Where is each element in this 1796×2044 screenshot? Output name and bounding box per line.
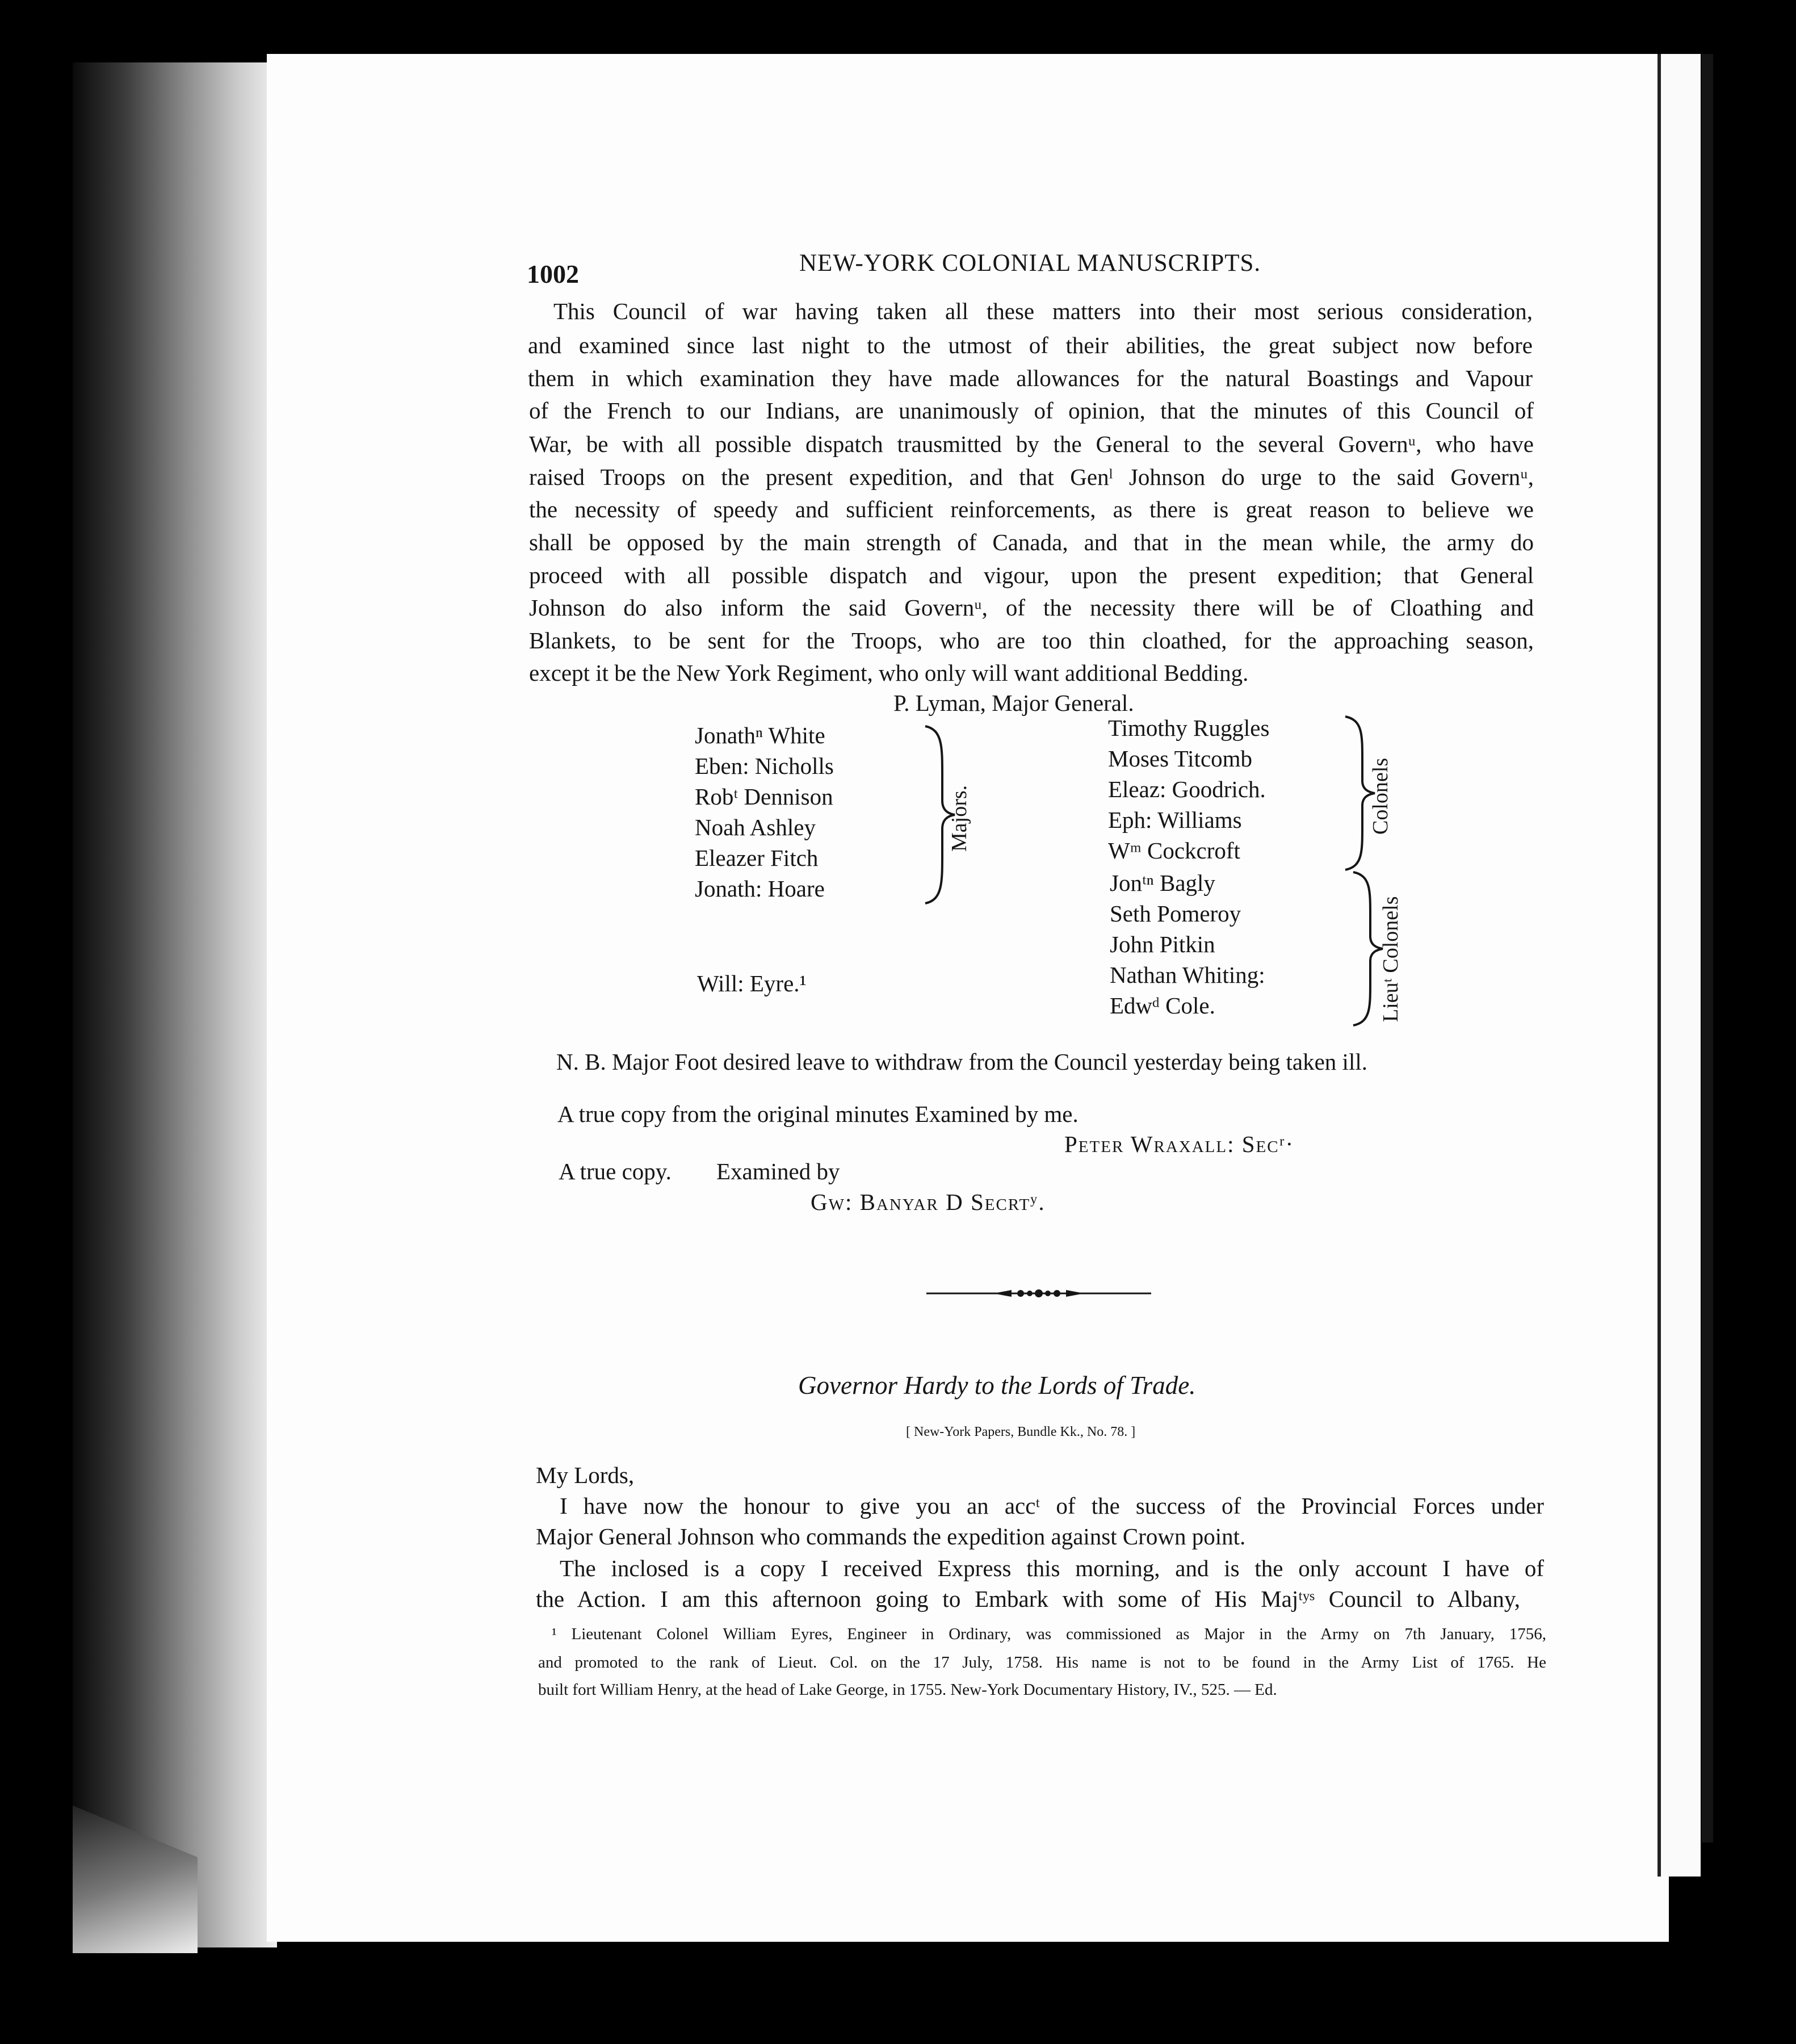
true-copy-line: A true copy from the original minutes Examined by me. bbox=[557, 1101, 1079, 1127]
paragraph-line: This Council of war having taken all these matters into their most serious consideration, bbox=[553, 298, 1533, 324]
paragraph-line: Johnson do also inform the said Governᵘ, of the necessity there will be of Cloathing and bbox=[529, 594, 1534, 621]
major-name: Noah Ashley bbox=[695, 814, 816, 840]
deputy-secretary-signature: Gw: Banyar D Secrtʸ. bbox=[811, 1189, 1046, 1215]
paragraph-line: and examined since last night to the utmost of their abilities, the great subject now before bbox=[528, 332, 1533, 358]
engineer-signature: Will: Eyre.¹ bbox=[697, 970, 807, 996]
letter-line: I have now the honour to give you an accᵗ of the success of the Provincial Forces under bbox=[560, 1493, 1544, 1519]
letter-salutation: My Lords, bbox=[536, 1462, 635, 1488]
major-name: Eben: Nicholls bbox=[695, 753, 834, 779]
colonel-name: Timothy Ruggles bbox=[1108, 715, 1270, 741]
lieut-colonel-name: Seth Pomeroy bbox=[1110, 900, 1241, 927]
major-name: Robᵗ Dennison bbox=[695, 784, 833, 810]
next-page-edge bbox=[1657, 54, 1701, 1877]
paragraph-line: shall be opposed by the main strength of Canada, and that in the mean while, the army do bbox=[529, 529, 1534, 555]
colonel-name: Moses Titcomb bbox=[1108, 745, 1253, 772]
colonels-label: Colonels bbox=[1369, 757, 1392, 835]
major-name: Jonathⁿ White bbox=[695, 722, 825, 748]
running-title: NEW-YORK COLONIAL MANUSCRIPTS. bbox=[799, 250, 1261, 277]
paragraph-line: them in which examination they have made allowances for the natural Boastings and Vapour bbox=[528, 365, 1533, 391]
paragraph-line: raised Troops on the present expedition, and that Genˡ Johnson do urge to the said Governᵘ, bbox=[529, 464, 1534, 490]
book-spine-shadow bbox=[73, 62, 277, 1947]
general-signature: P. Lyman, Major General. bbox=[893, 690, 1134, 716]
paragraph-line: War, be with all possible dispatch trausmitted by the General to the several Governᵘ, who have bbox=[529, 431, 1534, 457]
lieut-colonel-name: Edwᵈ Cole. bbox=[1110, 992, 1215, 1019]
lieut-colonels-label: Lieuᵗ Colonels bbox=[1379, 896, 1403, 1022]
major-name: Eleazer Fitch bbox=[695, 845, 819, 871]
ornamental-divider bbox=[926, 1285, 1151, 1301]
lieut-colonel-name: Jonᵗⁿ Bagly bbox=[1110, 870, 1215, 896]
letter-source: [ New-York Papers, Bundle Kk., No. 78. ] bbox=[906, 1425, 1136, 1439]
letter-line: The inclosed is a copy I received Express this morning, and is the only account I have of bbox=[560, 1555, 1544, 1581]
paragraph-line: the necessity of speedy and sufficient reinforcements, as there is great reason to believe we bbox=[529, 496, 1534, 522]
lieut-colonel-name: Nathan Whiting: bbox=[1110, 962, 1265, 988]
examined-by-label: Examined by bbox=[716, 1158, 840, 1184]
page-edge-shadow bbox=[1702, 54, 1713, 1842]
paragraph-line: of the French to our Indians, are unanimously of opinion, that the minutes of this Council of bbox=[529, 397, 1534, 424]
paragraph-line: except it be the New York Regiment, who only will want additional Bedding. bbox=[529, 660, 1249, 686]
letter-line: the Action. I am this afternoon going to Embark with some of His Majᵗʸˢ Council to Albany, bbox=[536, 1586, 1520, 1612]
colonel-name: Eleaz: Goodrich. bbox=[1108, 776, 1266, 802]
page-number: 1002 bbox=[527, 259, 579, 288]
paragraph-line: Blankets, to be sent for the Troops, who are too thin cloathed, for the approaching season, bbox=[529, 627, 1534, 654]
footnote-line: built fort William Henry, at the head of Lake George, in 1755. New-York Documentary History, IV., 525. — Ed. bbox=[538, 1681, 1277, 1699]
secretary-signature: Peter Wraxall: Secʳ· bbox=[1064, 1131, 1295, 1157]
footnote-line: and promoted to the rank of Lieut. Col. on the 17 July, 1758. His name is not to be found in the Army List of 1765. He bbox=[538, 1653, 1546, 1672]
nota-bene: N. B. Major Foot desired leave to withdraw from the Council yesterday being taken ill. bbox=[556, 1049, 1367, 1075]
lieut-colonel-name: John Pitkin bbox=[1110, 931, 1215, 957]
letter-line: Major General Johnson who commands the expedition against Crown point. bbox=[536, 1523, 1246, 1549]
majors-label: Majors. bbox=[947, 785, 971, 852]
true-copy-line: A true copy. bbox=[559, 1158, 672, 1184]
paragraph-line: proceed with all possible dispatch and vigour, upon the present expedition; that General bbox=[529, 562, 1534, 588]
letter-title: Governor Hardy to the Lords of Trade. bbox=[798, 1371, 1196, 1400]
footnote-line: ¹ Lieutenant Colonel William Eyres, Engineer in Ordinary, was commissioned as Major in the Army on 7th January, 1756, bbox=[552, 1625, 1546, 1643]
colonel-name: Wᵐ Cockcroft bbox=[1108, 837, 1240, 864]
major-name: Jonath: Hoare bbox=[695, 876, 825, 902]
colonel-name: Eph: Williams bbox=[1108, 807, 1242, 833]
